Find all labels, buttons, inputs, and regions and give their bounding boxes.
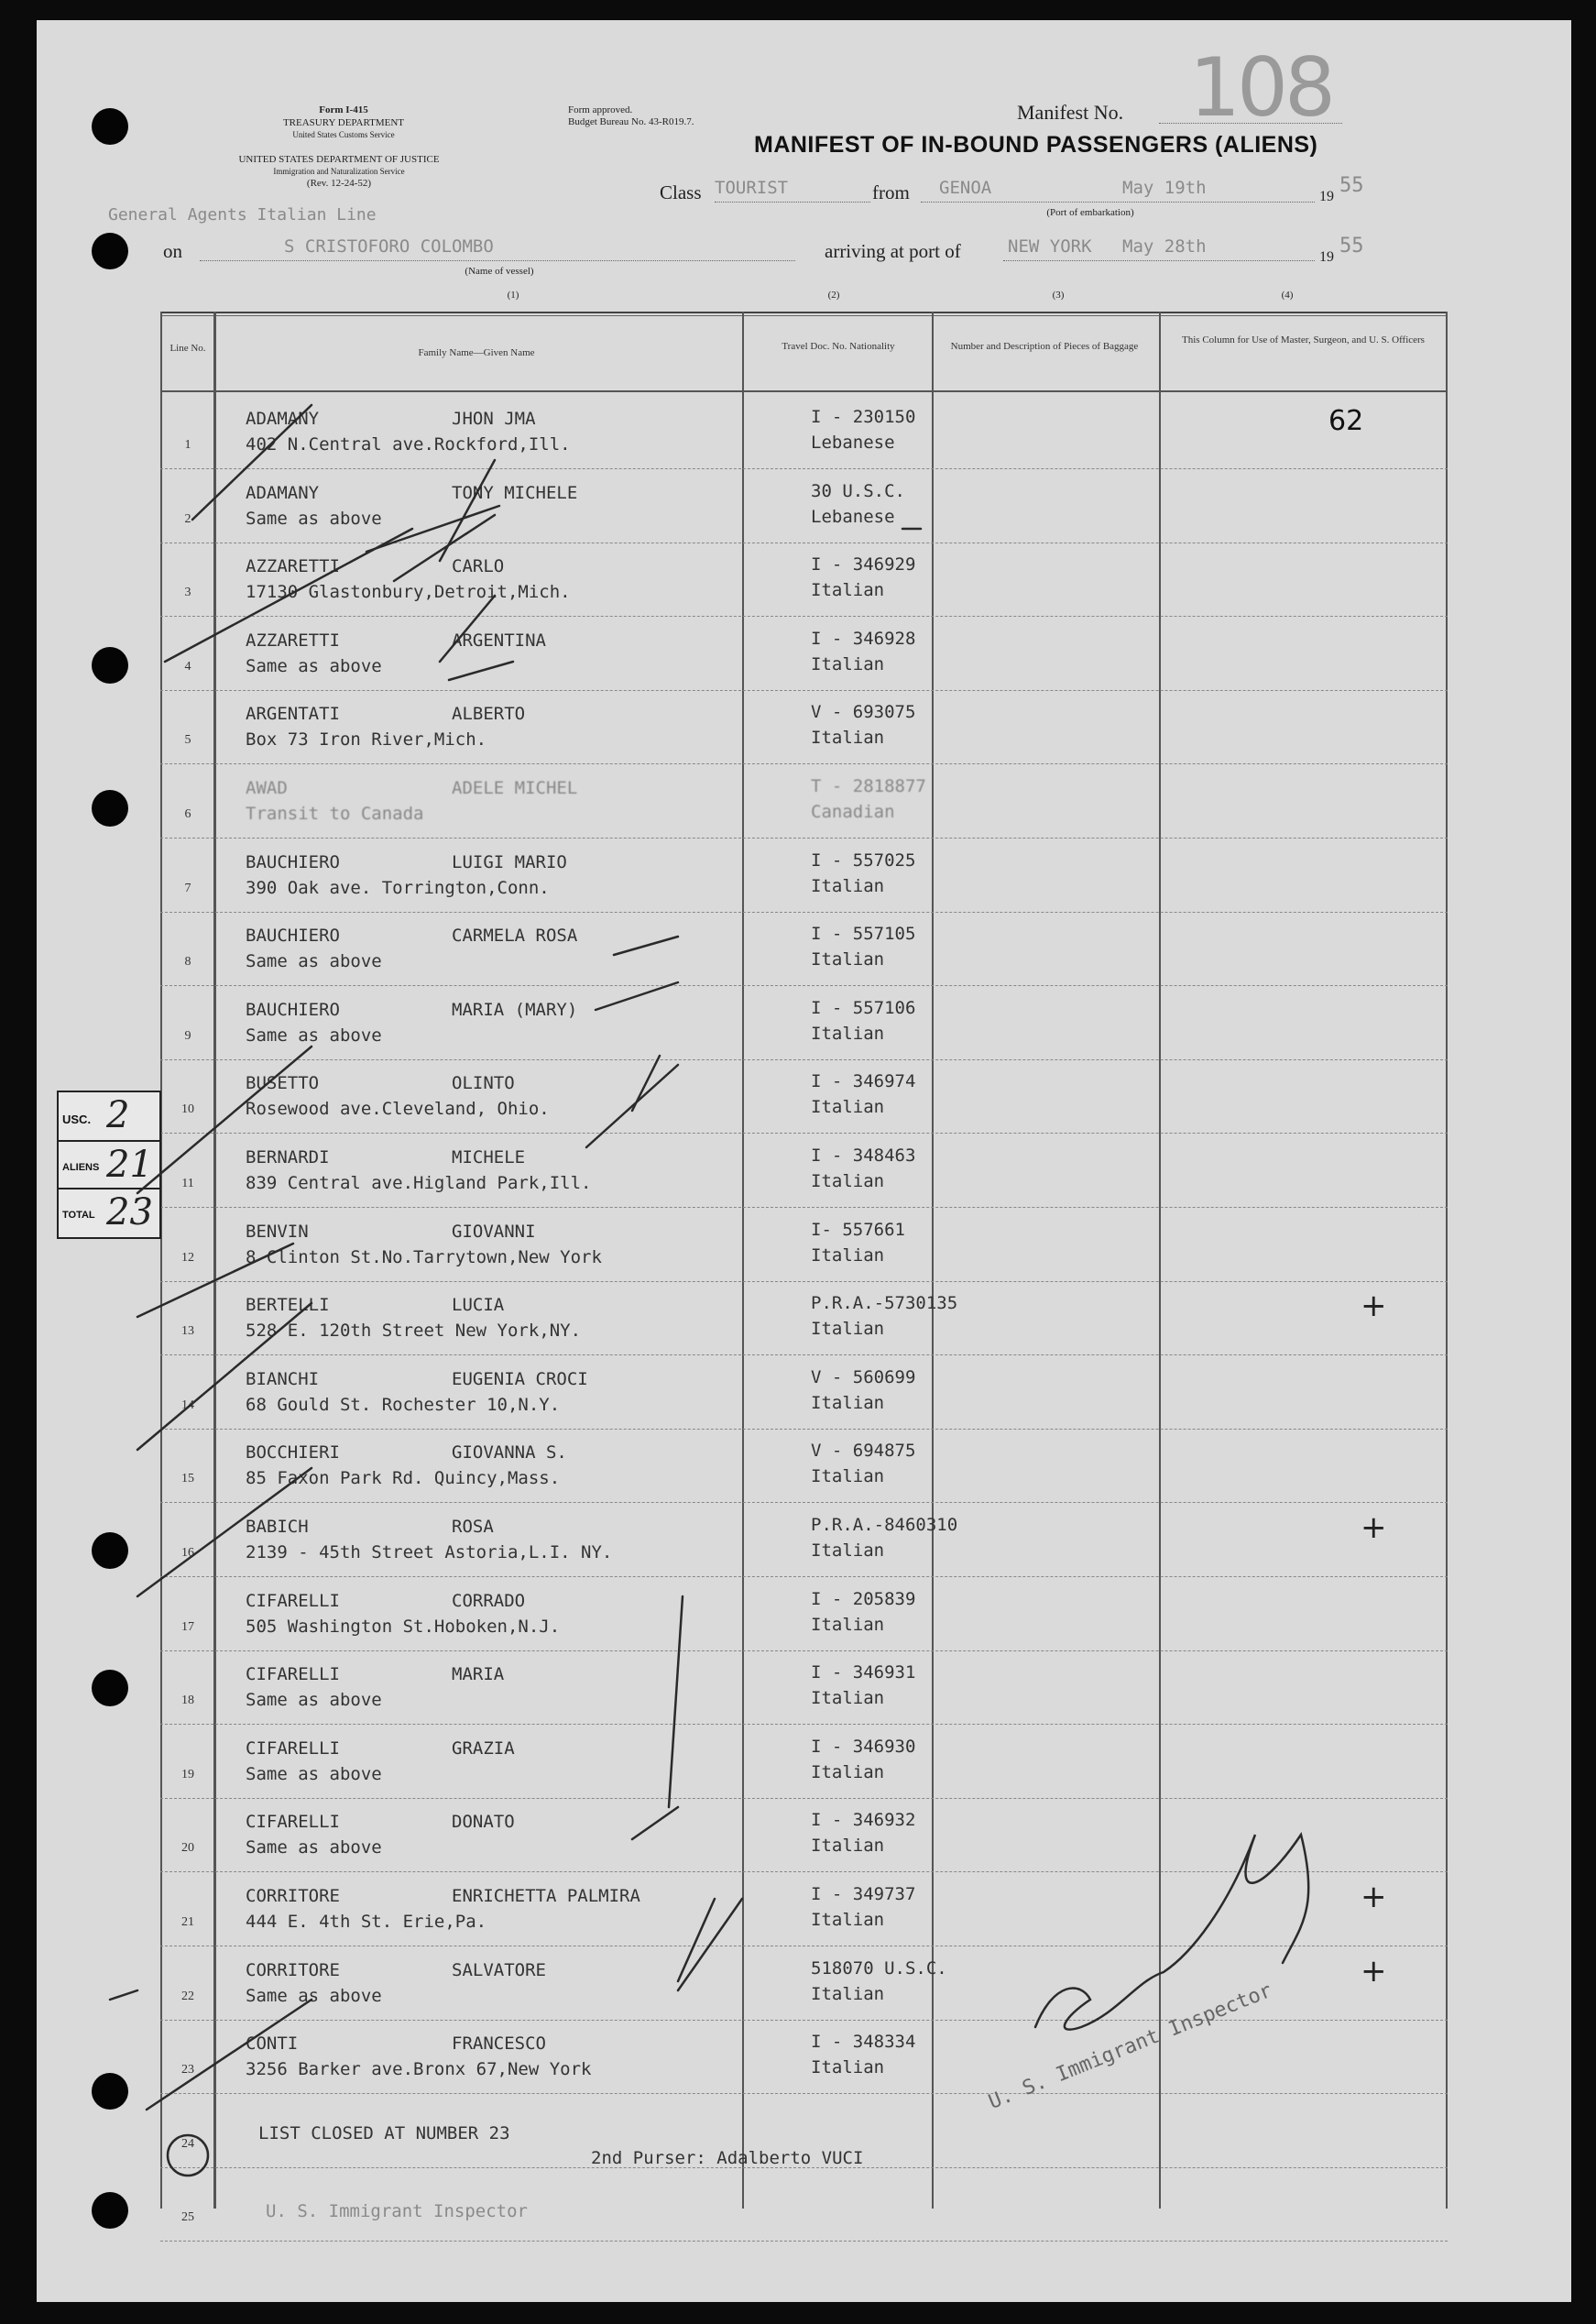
count-box-label: ALIENS	[62, 1162, 100, 1173]
circle-mark	[168, 2135, 208, 2176]
port-of-embarkation: GENOA	[939, 178, 992, 198]
given-name: ADELE MICHEL	[452, 778, 578, 798]
address: Box 73 Iron River,Mich.	[246, 729, 487, 751]
embark-date: May 19th	[1122, 178, 1207, 198]
header-officer-use: This Column for Use of Master, Surgeon, and U. S. Officers	[1182, 334, 1425, 345]
column-number: (2)	[827, 290, 840, 301]
travel-doc-no: I - 557105	[811, 924, 916, 945]
travel-doc-no: V - 694875	[811, 1441, 916, 1462]
travel-doc-no: I - 346932	[811, 1810, 916, 1831]
nationality: Italian	[811, 728, 885, 749]
address: Rosewood ave.Cleveland, Ohio.	[246, 1099, 550, 1120]
manifest-number: 108	[1189, 40, 1332, 135]
year-prefix-1: 19	[1319, 189, 1334, 204]
inspector-stamp: U. S. Immigrant Inspector	[985, 1979, 1276, 2114]
line-number: 12	[181, 1250, 194, 1265]
family-name: CIFARELLI	[246, 1738, 340, 1759]
budget-bureau: Budget Bureau No. 43-R019.7.	[568, 116, 694, 127]
family-name: AZZARETTI	[246, 556, 340, 577]
line-number: 10	[181, 1102, 194, 1117]
count-box-value: 21	[106, 1144, 153, 1186]
nationality: Lebanese	[811, 433, 895, 453]
family-name: BENVIN	[246, 1221, 309, 1242]
travel-doc-no: I - 346929	[811, 554, 916, 576]
given-name: CARMELA ROSA	[452, 926, 578, 947]
travel-doc-no: 30 U.S.C.	[811, 480, 905, 501]
family-name: ARGENTATI	[246, 704, 340, 725]
family-name: BIANCHI	[246, 1368, 320, 1389]
given-name: ARGENTINA	[452, 630, 546, 651]
family-name: BAUCHIERO	[246, 851, 340, 872]
address: Same as above	[246, 951, 382, 972]
travel-doc-no: I - 346931	[811, 1662, 916, 1683]
line-number: 3	[184, 586, 191, 600]
address: Transit to Canada	[246, 804, 424, 824]
bracket-mark	[678, 1899, 742, 1990]
count-box-value: 2	[106, 1094, 130, 1136]
bracket-mark	[440, 596, 495, 662]
address: 17130 Glastonbury,Detroit,Mich.	[246, 582, 571, 603]
family-name: CIFARELLI	[246, 1664, 340, 1685]
nationality: Italian	[811, 1910, 885, 1930]
address: Same as above	[246, 1763, 382, 1784]
family-name: CONTI	[246, 2034, 299, 2055]
bracket-mark	[614, 937, 678, 955]
given-name: LUCIA	[452, 1295, 505, 1316]
nationality: Italian	[811, 1836, 885, 1857]
line-number: 8	[184, 955, 191, 970]
travel-doc-no: I - 348463	[811, 1146, 916, 1166]
given-name: JHON JMA	[452, 409, 536, 429]
nationality: Italian	[811, 1761, 885, 1782]
embark-caption: (Port of embarkation)	[1046, 207, 1134, 218]
family-name: CORRITORE	[246, 1886, 340, 1906]
line-number: 20	[181, 1841, 194, 1856]
year-1: 55	[1339, 174, 1364, 197]
nationality: Lebanese	[811, 506, 895, 527]
count-box-label: USC.	[62, 1113, 92, 1126]
travel-doc-no: I - 557106	[811, 997, 916, 1018]
ins-service: Immigration and Naturalization Service	[273, 167, 405, 176]
family-name: BERTELLI	[246, 1295, 330, 1316]
line-number: 13	[181, 1324, 194, 1339]
given-name: GIOVANNA S.	[452, 1442, 567, 1463]
travel-doc-no: P.R.A.-8460310	[811, 1515, 958, 1535]
given-name: ALBERTO	[452, 704, 526, 725]
address: 85 Faxon Park Rd. Quincy,Mass.	[246, 1468, 561, 1489]
nationality: Italian	[811, 1171, 885, 1191]
address: 8 Clinton St.No.Tarrytown,New York	[246, 1246, 602, 1267]
given-name: CORRADO	[452, 1590, 526, 1611]
address: 402 N.Central ave.Rockford,Ill.	[246, 434, 571, 455]
family-name: CIFARELLI	[246, 1590, 340, 1611]
manifest-no-label: Manifest No.	[1017, 101, 1124, 124]
travel-doc-no: I - 230150	[811, 407, 916, 427]
justice-dept: UNITED STATES DEPARTMENT OF JUSTICE	[238, 154, 440, 165]
officer-count: 62	[1328, 405, 1364, 437]
given-name: GIOVANNI	[452, 1221, 536, 1242]
header-baggage: Number and Description of Pieces of Baggage	[950, 341, 1139, 352]
given-name: MICHELE	[452, 1147, 526, 1167]
given-name: GRAZIA	[452, 1738, 515, 1759]
bracket-mark	[586, 1065, 678, 1147]
travel-doc-no: I - 557025	[811, 850, 916, 871]
nationality: Italian	[811, 2057, 885, 2078]
family-name: CIFARELLI	[246, 1812, 340, 1833]
nationality: Italian	[811, 949, 885, 970]
class-value: TOURIST	[715, 178, 789, 198]
page-title: MANIFEST OF IN-BOUND PASSENGERS (ALIENS)	[754, 132, 1318, 158]
nationality: Italian	[811, 875, 885, 896]
nationality: Italian	[811, 1688, 885, 1709]
dash-mark	[110, 1990, 137, 2000]
line-number: 22	[181, 1989, 194, 2003]
family-name: BOCCHIERI	[246, 1442, 340, 1463]
check-mark	[366, 506, 499, 552]
from-label: from	[872, 181, 910, 203]
on-label: on	[163, 240, 182, 262]
bracket-mark	[678, 1899, 715, 1981]
address: Same as above	[246, 1690, 382, 1711]
line-number: 1	[184, 438, 191, 452]
officer-mark: +	[1361, 1509, 1387, 1546]
officer-mark: +	[1361, 1952, 1387, 1990]
list-closed: LIST CLOSED AT NUMBER 23	[258, 2123, 510, 2143]
count-box-label: TOTAL	[62, 1210, 95, 1221]
check-mark	[192, 405, 312, 520]
handwritten-marks	[37, 20, 1571, 2302]
travel-doc-no: I - 346930	[811, 1736, 916, 1757]
given-name: ROSA	[452, 1517, 494, 1537]
family-name: BABICH	[246, 1517, 309, 1537]
vessel-caption: (Name of vessel)	[465, 266, 534, 277]
header-travel-doc: Travel Doc. No. Nationality	[782, 341, 895, 352]
nationality: Italian	[811, 1540, 885, 1561]
nationality: Italian	[811, 1983, 885, 2004]
signature-scrawl	[1035, 1835, 1308, 2030]
travel-doc-no: 518070 U.S.C.	[811, 1957, 947, 1979]
travel-doc-no: I - 348334	[811, 2032, 916, 2053]
form-revision: (Rev. 12-24-52)	[306, 178, 372, 189]
purser-signature: 2nd Purser: Adalberto VUCI	[591, 2148, 864, 2168]
given-name: LUIGI MARIO	[452, 851, 567, 872]
family-name: BERNARDI	[246, 1147, 330, 1167]
treasury-dept: TREASURY DEPARTMENT	[282, 117, 405, 128]
given-name: EUGENIA CROCI	[452, 1368, 588, 1389]
given-name: CARLO	[452, 556, 505, 577]
line-number: 2	[184, 511, 191, 526]
check-mark	[137, 1303, 312, 1450]
travel-doc-no: I - 205839	[811, 1588, 916, 1609]
check-mark	[147, 2000, 312, 2110]
check-mark	[137, 1468, 312, 1596]
line-number: 9	[184, 1028, 191, 1043]
check-mark	[137, 1244, 293, 1317]
travel-doc-no: I - 346928	[811, 628, 916, 649]
family-name: ADAMANY	[246, 409, 320, 429]
column-number: (1)	[507, 290, 519, 301]
address: Same as above	[246, 655, 382, 676]
bracket-mark	[449, 662, 513, 680]
general-agents: General Agents Italian Line	[108, 205, 377, 225]
travel-doc-no: T - 2818877	[811, 776, 926, 796]
family-name: BAUCHIERO	[246, 926, 340, 947]
line-number: 18	[181, 1694, 194, 1708]
column-number: (3)	[1052, 290, 1065, 301]
manifest-page	[37, 20, 1571, 2302]
nationality: Italian	[811, 1466, 885, 1487]
given-name: OLINTO	[452, 1073, 515, 1094]
address: 505 Washington St.Hoboken,N.J.	[246, 1616, 561, 1637]
address: 2139 - 45th Street Astoria,L.I. NY.	[246, 1542, 613, 1562]
nationality: Italian	[811, 1392, 885, 1413]
family-name: AZZARETTI	[246, 630, 340, 651]
given-name: ENRICHETTA PALMIRA	[452, 1886, 640, 1906]
nationality: Italian	[811, 1244, 885, 1266]
travel-doc-no: V - 560699	[811, 1366, 916, 1387]
officer-mark: +	[1361, 1879, 1387, 1915]
address: 528 E. 120th Street New York,NY.	[246, 1321, 582, 1342]
count-box-value: 23	[106, 1191, 153, 1233]
nationality: Italian	[811, 1023, 885, 1044]
year-prefix-2: 19	[1319, 249, 1334, 265]
address: Same as above	[246, 1025, 382, 1046]
address: Same as above	[246, 508, 382, 529]
given-name: SALVATORE	[452, 1959, 546, 1980]
form-number: Form I-415	[319, 104, 368, 115]
nationality: Italian	[811, 1319, 885, 1340]
travel-doc-no: I - 349737	[811, 1884, 916, 1904]
bracket-mark	[632, 1807, 678, 1839]
line-number: 5	[184, 733, 191, 748]
address: Same as above	[246, 1985, 382, 2006]
given-name: TONY MICHELE	[452, 482, 578, 503]
header-name: Family Name—Given Name	[418, 347, 535, 358]
line-number: 7	[184, 881, 191, 895]
address: 444 E. 4th St. Erie,Pa.	[246, 1912, 487, 1932]
form-approved: Form approved.	[568, 104, 633, 115]
address: Same as above	[246, 1837, 382, 1858]
travel-doc-no: I- 557661	[811, 1219, 905, 1240]
port-of-arrival: NEW YORK	[1008, 236, 1092, 257]
family-name: ADAMANY	[246, 482, 320, 503]
travel-doc-no: P.R.A.-5730135	[811, 1293, 958, 1314]
line-number: 14	[181, 1398, 194, 1412]
line-number: 19	[181, 1767, 194, 1781]
nationality: Italian	[811, 653, 885, 674]
family-name: BAUCHIERO	[246, 999, 340, 1020]
arriving-label: arriving at port of	[825, 240, 961, 262]
family-name: CORRITORE	[246, 1959, 340, 1980]
class-label: Class	[660, 181, 702, 203]
given-name: MARIA (MARY)	[452, 999, 578, 1020]
year-2: 55	[1339, 235, 1364, 258]
given-name: FRANCESCO	[452, 2034, 546, 2055]
bracket-mark	[596, 982, 678, 1010]
nationality: Canadian	[811, 802, 895, 822]
travel-doc-no: V - 693075	[811, 702, 916, 723]
line-number: 23	[181, 2063, 194, 2077]
customs-service: United States Customs Service	[292, 130, 395, 139]
travel-doc-no: I - 346974	[811, 1071, 916, 1092]
line-number: 24	[181, 2136, 194, 2151]
given-name: MARIA	[452, 1664, 505, 1685]
address: 839 Central ave.Higland Park,Ill.	[246, 1173, 592, 1193]
given-name: DONATO	[452, 1812, 515, 1833]
family-name: AWAD	[246, 778, 288, 798]
inspector-label: U. S. Immigrant Inspector	[266, 2201, 528, 2221]
bracket-mark	[669, 1596, 683, 1807]
line-number: 17	[181, 1619, 194, 1634]
nationality: Italian	[811, 1097, 885, 1118]
line-number: 16	[181, 1546, 194, 1560]
arrival-date: May 28th	[1122, 236, 1207, 257]
address: 390 Oak ave. Torrington,Conn.	[246, 877, 550, 898]
check-mark	[137, 1047, 312, 1193]
line-number: 15	[181, 1472, 194, 1486]
address: 68 Gould St. Rochester 10,N.Y.	[246, 1394, 561, 1415]
nationality: Italian	[811, 1614, 885, 1635]
address: 3256 Barker ave.Bronx 67,New York	[246, 2059, 592, 2080]
nationality: Italian	[811, 580, 885, 601]
line-number: 11	[181, 1177, 194, 1190]
family-name: BUSETTO	[246, 1073, 320, 1094]
line-number: 25	[181, 2210, 194, 2225]
line-number: 4	[184, 659, 191, 674]
line-number: 6	[184, 807, 191, 821]
column-number: (4)	[1281, 290, 1294, 301]
officer-mark: +	[1361, 1288, 1387, 1325]
vessel-name: S CRISTOFORO COLOMBO	[284, 236, 494, 257]
header-line-no: Line No.	[169, 343, 206, 354]
line-number: 21	[181, 1915, 194, 1929]
